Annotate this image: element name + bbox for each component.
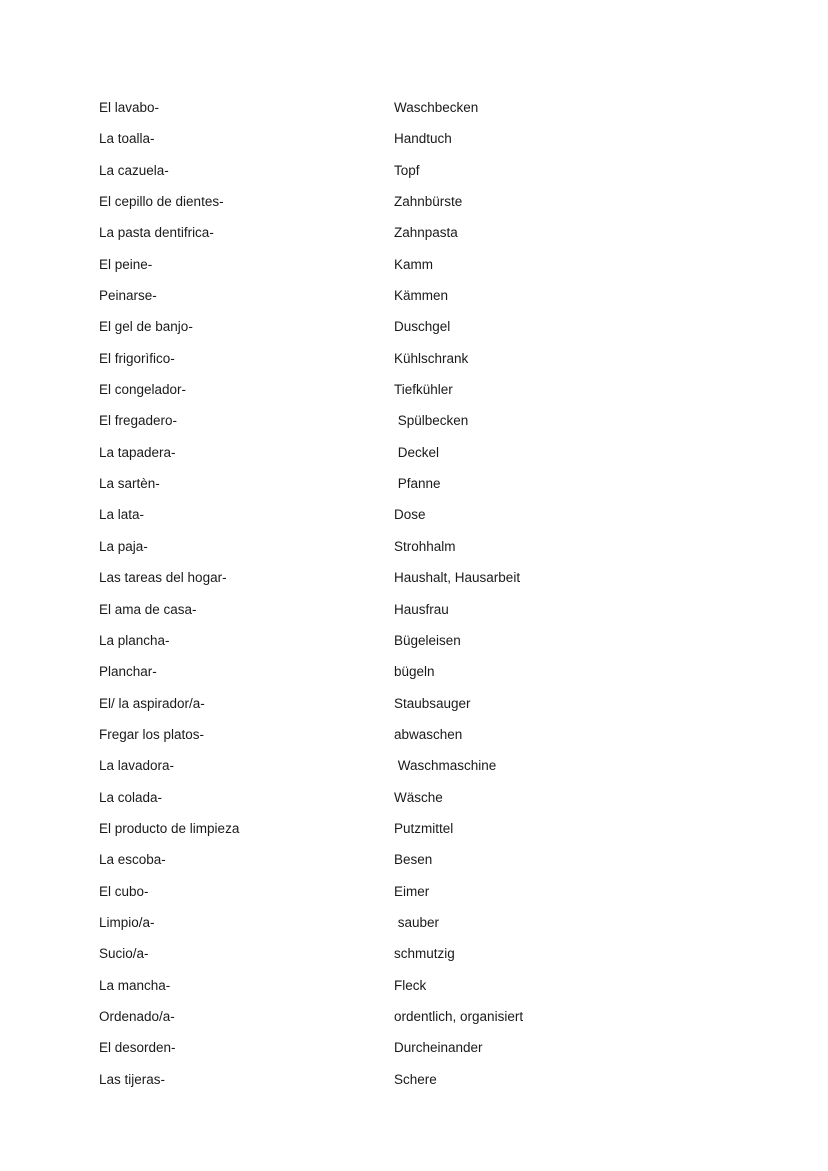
german-translation: Haushalt, Hausarbeit bbox=[394, 570, 521, 586]
german-translation: Staubsauger bbox=[394, 695, 471, 711]
spanish-term: La cazuela- bbox=[99, 162, 169, 178]
spanish-term: Peinarse- bbox=[99, 288, 157, 304]
german-translation: Dose bbox=[394, 507, 426, 523]
spanish-term: El producto de limpieza bbox=[99, 820, 240, 836]
vocab-row bbox=[99, 128, 739, 159]
vocab-row bbox=[99, 818, 739, 849]
spanish-term: La colada- bbox=[99, 789, 163, 805]
german-translation: ordentlich, organisiert bbox=[394, 1008, 524, 1024]
vocab-row bbox=[99, 943, 739, 974]
spanish-term: El lavabo- bbox=[99, 100, 160, 115]
vocab-row bbox=[99, 504, 739, 535]
vocab-row bbox=[99, 285, 739, 316]
spanish-term: El cepillo de dientes- bbox=[99, 194, 224, 210]
german-translation: Waschbecken bbox=[394, 100, 479, 115]
spanish-term: El frigorìfico- bbox=[99, 350, 175, 366]
german-translation: Topf bbox=[394, 162, 420, 178]
vocab-row bbox=[99, 1006, 739, 1037]
german-translation: Deckel bbox=[394, 444, 440, 460]
german-translation: bügeln bbox=[394, 664, 435, 680]
german-translation: Zahnbürste bbox=[394, 194, 463, 210]
vocab-row bbox=[99, 630, 739, 661]
vocab-row bbox=[99, 316, 739, 347]
vocab-row bbox=[99, 881, 739, 912]
german-translation: Hausfrau bbox=[394, 601, 449, 617]
spanish-term: Las tijeras- bbox=[99, 1071, 166, 1087]
german-translation: Strohhalm bbox=[394, 538, 456, 554]
vocab-row bbox=[99, 724, 739, 755]
german-translation: Handtuch bbox=[394, 131, 452, 147]
german-translation: Duschgel bbox=[394, 319, 451, 335]
vocab-row bbox=[99, 975, 739, 1006]
spanish-term: Las tareas del hogar- bbox=[99, 570, 227, 586]
vocab-row bbox=[99, 473, 739, 504]
vocab-row bbox=[99, 693, 739, 724]
spanish-term: El gel de banjo- bbox=[99, 319, 193, 335]
spanish-term: El ama de casa- bbox=[99, 601, 197, 617]
vocab-row bbox=[99, 661, 739, 692]
vocab-row bbox=[99, 599, 739, 630]
german-translation: Pfanne bbox=[394, 476, 441, 492]
german-translation: Schere bbox=[394, 1071, 437, 1087]
vocabulary-list bbox=[99, 97, 739, 1100]
spanish-term: El cubo- bbox=[99, 883, 149, 899]
spanish-term: El/ la aspirador/a- bbox=[99, 695, 205, 711]
spanish-term: Ordenado/a- bbox=[99, 1008, 175, 1024]
vocab-row bbox=[99, 379, 739, 410]
german-translation: schmutzig bbox=[394, 946, 455, 962]
german-translation: Fleck bbox=[394, 977, 427, 993]
vocab-row bbox=[99, 536, 739, 567]
vocab-row bbox=[99, 1069, 739, 1100]
german-translation: Putzmittel bbox=[394, 820, 454, 836]
spanish-term: La plancha- bbox=[99, 632, 170, 648]
spanish-term: La lavadora- bbox=[99, 758, 175, 774]
spanish-term: La sartèn- bbox=[99, 476, 160, 492]
vocab-row bbox=[99, 567, 739, 598]
german-translation: Kämmen bbox=[394, 288, 449, 304]
vocab-row bbox=[99, 97, 739, 128]
german-translation: Eimer bbox=[394, 883, 430, 899]
german-translation: sauber bbox=[394, 914, 440, 930]
vocab-row bbox=[99, 410, 739, 441]
spanish-term: La mancha- bbox=[99, 977, 171, 993]
vocab-row bbox=[99, 222, 739, 253]
german-translation: Kühlschrank bbox=[394, 350, 469, 366]
spanish-term: La toalla- bbox=[99, 131, 155, 147]
german-translation: Bügeleisen bbox=[394, 632, 461, 648]
vocab-row bbox=[99, 191, 739, 222]
vocab-row bbox=[99, 442, 739, 473]
vocab-row bbox=[99, 1037, 739, 1068]
spanish-term: El fregadero- bbox=[99, 413, 178, 429]
vocab-row bbox=[99, 348, 739, 379]
german-translation: Wäsche bbox=[394, 789, 443, 805]
vocab-row bbox=[99, 787, 739, 818]
spanish-term: La tapadera- bbox=[99, 444, 176, 460]
spanish-term: Limpio/a- bbox=[99, 914, 155, 930]
vocab-row bbox=[99, 254, 739, 285]
spanish-term: La paja- bbox=[99, 538, 148, 554]
vocab-row bbox=[99, 755, 739, 786]
spanish-term: La lata- bbox=[99, 507, 145, 523]
german-translation: Zahnpasta bbox=[394, 225, 458, 241]
german-translation: Besen bbox=[394, 852, 433, 868]
spanish-term: El peine- bbox=[99, 256, 153, 272]
spanish-term: El desorden- bbox=[99, 1040, 176, 1056]
spanish-term: Fregar los platos- bbox=[99, 726, 205, 742]
spanish-term: Planchar- bbox=[99, 664, 157, 680]
spanish-term: La pasta dentifrica- bbox=[99, 225, 214, 241]
spanish-term: El congelador- bbox=[99, 382, 187, 398]
vocab-row bbox=[99, 849, 739, 880]
german-translation: abwaschen bbox=[394, 726, 463, 742]
spanish-term: Sucio/a- bbox=[99, 946, 149, 962]
spanish-term: La escoba- bbox=[99, 852, 166, 868]
german-translation: Kamm bbox=[394, 256, 434, 272]
vocab-row bbox=[99, 912, 739, 943]
german-translation: Durcheinander bbox=[394, 1040, 483, 1056]
german-translation: Tiefkühler bbox=[394, 382, 453, 398]
german-translation: Spülbecken bbox=[394, 413, 469, 429]
vocab-row bbox=[99, 160, 739, 191]
german-translation: Waschmaschine bbox=[394, 758, 497, 774]
